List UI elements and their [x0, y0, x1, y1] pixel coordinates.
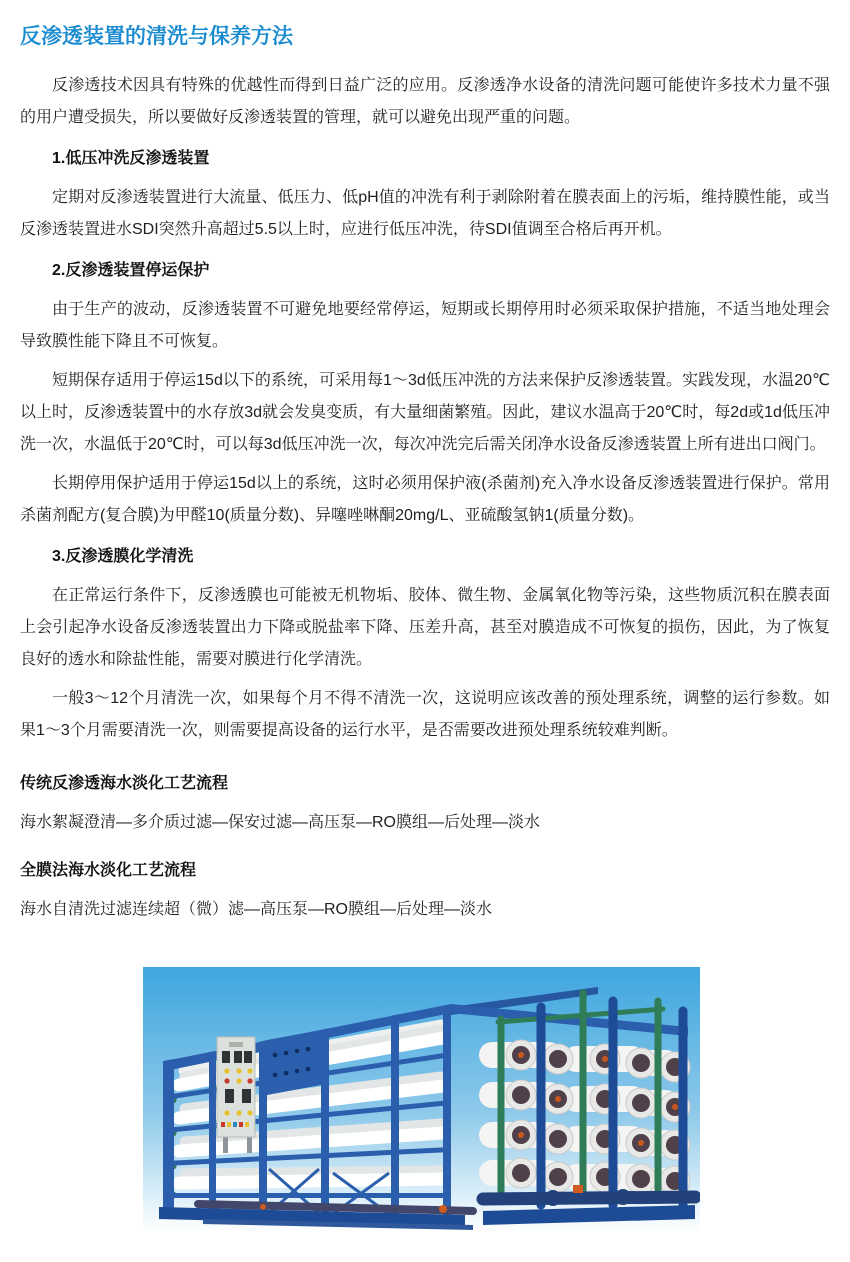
intro-paragraph: 反渗透技术因具有特殊的优越性而得到日益广泛的应用。反渗透净水设备的清洗问题可能使许多技术力量不强的用户遭受损失，所以要做好反渗透装置的管理，就可以避免出现严重的问题。 — [20, 77, 830, 126]
section-3-paragraph-1: 在正常运行条件下，反渗透膜也可能被无机物垢、胶体、微生物、金属氧化物等污染，这些物质沉积在膜表面上会引起净水设备反渗透装置出力下降或脱盐率下降、压差升高，甚至对膜造成不可恢复的损伤，因此，为了恢复良好的透水和除盐性能，需要对膜进行化学清洗。 — [20, 587, 830, 668]
section-1-heading: 1.低压冲洗反渗透装置 — [52, 150, 210, 167]
ro-plant-photo — [143, 967, 700, 1232]
process-1-heading: 传统反渗透海水淡化工艺流程 — [20, 775, 229, 792]
process-2-flow: 海水自清洗过滤连续超（微）滤—高压泵—RO膜组—后处理—淡水 — [20, 901, 493, 918]
section-2-paragraph-1: 由于生产的波动，反渗透装置不可避免地要经常停运，短期或长期停用时必须采取保护措施，不适当地处理会导致膜性能下降且不可恢复。 — [20, 301, 830, 350]
process-1-flow: 海水絮凝澄清—多介质过滤—保安过滤—高压泵—RO膜组—后处理—淡水 — [20, 814, 541, 831]
section-3-paragraph-2: 一般3～12个月清洗一次，如果每个月不得不清洗一次，这说明应该改善的预处理系统，调整的运行参数。如果1～3个月需要清洗一次，则需要提高设备的运行水平，是否需要改进预处理系统较难判断。 — [20, 690, 830, 739]
page-title: 反渗透装置的清洗与保养方法 — [20, 25, 293, 48]
process-2-heading: 全膜法海水淡化工艺流程 — [20, 862, 197, 879]
control-panel — [217, 1037, 255, 1153]
section-2-paragraph-2: 短期保存适用于停运15d以下的系统，可采用每1～3d低压冲洗的方法来保护反渗透装置。实践发现，水温20℃以上时，反渗透装置中的水存放3d就会发臭变质，有大量细菌繁殖。因此，建议水温高于20℃时，每2d或1d低压冲洗一次，水温低于20℃时，可以每3d低压冲洗一次，每次冲洗完后需关闭净水设备反渗透装置上所有进出口阀门。 — [20, 372, 830, 453]
section-3-heading: 3.反渗透膜化学清洗 — [52, 548, 194, 565]
section-1-paragraph-1: 定期对反渗透装置进行大流量、低压力、低pH值的冲洗有利于剥除附着在膜表面上的污垢，维持膜性能，或当反渗透装置进水SDI突然升高超过5.5以上时，应进行低压冲洗，待SDI值调至合格后再开机。 — [20, 189, 830, 238]
section-2-heading: 2.反渗透装置停运保护 — [52, 262, 210, 279]
section-2-paragraph-3: 长期停用保护适用于停运15d以上的系统，这时必须用保护液(杀菌剂)充入净水设备反渗透装置进行保护。常用杀菌剂配方(复合膜)为甲醛10(质量分数)、异噻唑啉酮20mg/L、亚硫酸氢钠1(质量分数)。 — [20, 475, 830, 524]
